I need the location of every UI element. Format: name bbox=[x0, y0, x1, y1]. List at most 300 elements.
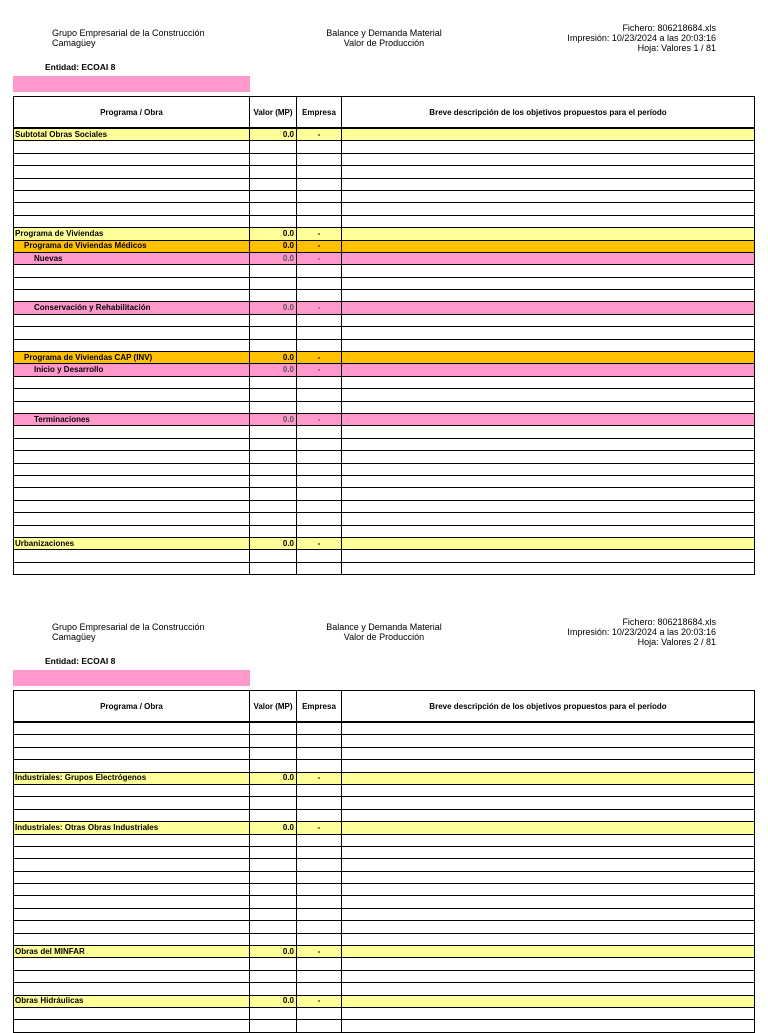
row-label bbox=[14, 203, 250, 215]
report-title-line2: Valor de Producción bbox=[343, 38, 425, 48]
report-title bbox=[300, 28, 468, 48]
table-row bbox=[14, 946, 755, 958]
entidad-label: Entidad: ECOAI 8 bbox=[45, 62, 116, 72]
row-label bbox=[14, 747, 250, 759]
row-empresa bbox=[297, 451, 342, 463]
row-description bbox=[342, 772, 755, 784]
row-empresa bbox=[297, 290, 342, 302]
row-value bbox=[250, 475, 297, 487]
print-date: Impresión: 10/23/2024 a las 20:03:16 bbox=[567, 627, 716, 637]
row-value bbox=[250, 797, 297, 809]
sheet-number: Hoja: Valores 2 / 81 bbox=[637, 637, 716, 647]
row-description bbox=[342, 797, 755, 809]
row-empresa bbox=[297, 463, 342, 475]
row-empresa bbox=[297, 970, 342, 982]
row-value bbox=[250, 784, 297, 796]
entidad-highlight-bar bbox=[13, 76, 250, 92]
table-header-row bbox=[14, 97, 755, 129]
sheet-number: Hoja: Valores 1 / 81 bbox=[637, 43, 716, 53]
table-row-empty bbox=[14, 722, 755, 735]
table-row bbox=[14, 772, 755, 784]
row-label: Subtotal Obras Sociales bbox=[14, 128, 250, 141]
row-value bbox=[250, 933, 297, 945]
row-label: Urbanizaciones bbox=[14, 537, 250, 549]
row-label bbox=[14, 859, 250, 871]
col-header-programa: Programa / Obra bbox=[14, 691, 250, 723]
row-description bbox=[342, 141, 755, 153]
row-description bbox=[342, 128, 755, 141]
table-row-empty bbox=[14, 896, 755, 908]
row-empresa bbox=[297, 513, 342, 525]
table-row-empty bbox=[14, 426, 755, 438]
row-label bbox=[14, 166, 250, 178]
col-header-descripcion: Breve descripción de los objetivos propuestos para el período bbox=[342, 97, 755, 129]
row-label: Programa de Viviendas CAP (INV) bbox=[14, 352, 250, 364]
row-label bbox=[14, 277, 250, 289]
table-row-empty bbox=[14, 562, 755, 574]
table-body bbox=[14, 128, 755, 575]
row-description bbox=[342, 500, 755, 512]
row-description bbox=[342, 389, 755, 401]
row-description bbox=[342, 240, 755, 252]
row-empresa bbox=[297, 760, 342, 772]
row-label bbox=[14, 401, 250, 413]
row-label bbox=[14, 290, 250, 302]
table-row-empty bbox=[14, 834, 755, 846]
row-value bbox=[250, 166, 297, 178]
row-label: Programa de Viviendas Médicos bbox=[14, 240, 250, 252]
row-description bbox=[342, 438, 755, 450]
table-row-empty bbox=[14, 884, 755, 896]
row-empresa bbox=[297, 908, 342, 920]
row-label bbox=[14, 265, 250, 277]
row-value bbox=[250, 550, 297, 562]
row-empresa bbox=[297, 153, 342, 165]
row-value: 0.0 bbox=[250, 364, 297, 376]
row-label bbox=[14, 871, 250, 883]
row-description bbox=[342, 178, 755, 190]
row-label bbox=[14, 1007, 250, 1019]
table-row-empty bbox=[14, 141, 755, 153]
row-empresa bbox=[297, 438, 342, 450]
table-row-empty bbox=[14, 760, 755, 772]
table-row-empty bbox=[14, 513, 755, 525]
table-row-empty bbox=[14, 488, 755, 500]
row-description bbox=[342, 252, 755, 264]
row-value: 0.0 bbox=[250, 822, 297, 834]
row-empresa bbox=[297, 500, 342, 512]
row-empresa bbox=[297, 562, 342, 574]
table-row bbox=[14, 995, 755, 1007]
row-value bbox=[250, 178, 297, 190]
row-value bbox=[250, 983, 297, 995]
row-empresa bbox=[297, 190, 342, 202]
row-description bbox=[342, 488, 755, 500]
row-empresa bbox=[297, 141, 342, 153]
row-empresa bbox=[297, 983, 342, 995]
row-description bbox=[342, 475, 755, 487]
row-label bbox=[14, 153, 250, 165]
row-empresa bbox=[297, 846, 342, 858]
row-description bbox=[342, 784, 755, 796]
row-description bbox=[342, 513, 755, 525]
row-description bbox=[342, 983, 755, 995]
row-empresa bbox=[297, 376, 342, 388]
row-description bbox=[342, 760, 755, 772]
table-row-empty bbox=[14, 846, 755, 858]
row-label bbox=[14, 389, 250, 401]
report-title-line2: Valor de Producción bbox=[343, 632, 425, 642]
table-row-empty bbox=[14, 525, 755, 537]
table-row bbox=[14, 364, 755, 376]
table-row-empty bbox=[14, 190, 755, 202]
table-row-empty bbox=[14, 859, 755, 871]
row-description bbox=[342, 735, 755, 747]
report-title-line1: Balance y Demanda Material bbox=[326, 622, 442, 632]
table-row-empty bbox=[14, 550, 755, 562]
row-empresa bbox=[297, 797, 342, 809]
row-empresa bbox=[297, 525, 342, 537]
row-label: Obras Hidráulicas bbox=[14, 995, 250, 1007]
org-city: Camagüey bbox=[52, 632, 96, 642]
row-description bbox=[342, 376, 755, 388]
values-table bbox=[13, 96, 755, 575]
row-label bbox=[14, 426, 250, 438]
table-row-empty bbox=[14, 921, 755, 933]
row-value bbox=[250, 290, 297, 302]
table-row bbox=[14, 352, 755, 364]
row-value bbox=[250, 513, 297, 525]
table-row bbox=[14, 228, 755, 240]
row-empresa bbox=[297, 747, 342, 759]
row-value bbox=[250, 153, 297, 165]
row-empresa bbox=[297, 550, 342, 562]
row-empresa bbox=[297, 921, 342, 933]
row-empresa: - bbox=[297, 128, 342, 141]
table-row-empty bbox=[14, 475, 755, 487]
row-value bbox=[250, 859, 297, 871]
row-empresa bbox=[297, 784, 342, 796]
row-label bbox=[14, 475, 250, 487]
print-date: Impresión: 10/23/2024 a las 20:03:16 bbox=[567, 33, 716, 43]
row-empresa: - bbox=[297, 537, 342, 549]
col-header-valor: Valor (MP) bbox=[250, 691, 297, 723]
row-empresa: - bbox=[297, 995, 342, 1007]
row-description bbox=[342, 846, 755, 858]
row-value bbox=[250, 525, 297, 537]
row-empresa: - bbox=[297, 822, 342, 834]
org-name: Grupo Empresarial de la Construcción bbox=[52, 622, 205, 632]
table-row-empty bbox=[14, 871, 755, 883]
row-value bbox=[250, 722, 297, 735]
table-row-empty bbox=[14, 958, 755, 970]
entidad-highlight-bar bbox=[13, 670, 250, 686]
row-value: 0.0 bbox=[250, 413, 297, 425]
row-description bbox=[342, 1020, 755, 1032]
row-label bbox=[14, 884, 250, 896]
col-header-valor: Valor (MP) bbox=[250, 97, 297, 129]
table-row bbox=[14, 537, 755, 549]
row-value bbox=[250, 735, 297, 747]
values-table bbox=[13, 690, 755, 1033]
row-label bbox=[14, 1020, 250, 1032]
row-label bbox=[14, 488, 250, 500]
row-label: Inicio y Desarrollo bbox=[14, 364, 250, 376]
table-row bbox=[14, 302, 755, 314]
row-empresa bbox=[297, 389, 342, 401]
row-description bbox=[342, 413, 755, 425]
table-row-empty bbox=[14, 500, 755, 512]
row-empresa bbox=[297, 203, 342, 215]
row-label bbox=[14, 735, 250, 747]
row-value bbox=[250, 215, 297, 227]
row-value bbox=[250, 265, 297, 277]
row-description bbox=[342, 525, 755, 537]
row-empresa: - bbox=[297, 302, 342, 314]
row-description bbox=[342, 426, 755, 438]
row-label: Conservación y Rehabilitación bbox=[14, 302, 250, 314]
row-label bbox=[14, 314, 250, 326]
row-label bbox=[14, 451, 250, 463]
table-row bbox=[14, 822, 755, 834]
row-value bbox=[250, 277, 297, 289]
table-row bbox=[14, 413, 755, 425]
row-value bbox=[250, 141, 297, 153]
row-value bbox=[250, 376, 297, 388]
row-value bbox=[250, 339, 297, 351]
row-description bbox=[342, 302, 755, 314]
file-name: Fichero: 806218684.xls bbox=[622, 23, 716, 33]
row-empresa: - bbox=[297, 352, 342, 364]
row-description bbox=[342, 1007, 755, 1019]
table-row-empty bbox=[14, 933, 755, 945]
row-value bbox=[250, 834, 297, 846]
row-description bbox=[342, 822, 755, 834]
row-description bbox=[342, 871, 755, 883]
row-label: Industriales: Grupos Electrógenos bbox=[14, 772, 250, 784]
row-description bbox=[342, 722, 755, 735]
row-label: Nuevas bbox=[14, 252, 250, 264]
row-label: Terminaciones bbox=[14, 413, 250, 425]
table-row-empty bbox=[14, 203, 755, 215]
table-row-empty bbox=[14, 290, 755, 302]
row-empresa bbox=[297, 1007, 342, 1019]
table-row-empty bbox=[14, 166, 755, 178]
table-row-empty bbox=[14, 451, 755, 463]
row-description bbox=[342, 215, 755, 227]
row-label bbox=[14, 933, 250, 945]
row-label bbox=[14, 958, 250, 970]
row-description bbox=[342, 995, 755, 1007]
row-description bbox=[342, 958, 755, 970]
row-value: 0.0 bbox=[250, 772, 297, 784]
row-description bbox=[342, 203, 755, 215]
row-label bbox=[14, 797, 250, 809]
row-empresa bbox=[297, 933, 342, 945]
row-description bbox=[342, 190, 755, 202]
table-row-empty bbox=[14, 797, 755, 809]
row-empresa bbox=[297, 859, 342, 871]
row-empresa bbox=[297, 871, 342, 883]
row-empresa bbox=[297, 178, 342, 190]
table-row-empty bbox=[14, 1007, 755, 1019]
table-row-empty bbox=[14, 908, 755, 920]
row-value bbox=[250, 463, 297, 475]
row-empresa bbox=[297, 834, 342, 846]
row-empresa bbox=[297, 339, 342, 351]
file-info bbox=[567, 23, 716, 53]
row-value: 0.0 bbox=[250, 946, 297, 958]
row-description bbox=[342, 364, 755, 376]
row-empresa bbox=[297, 475, 342, 487]
table-row-empty bbox=[14, 983, 755, 995]
row-value bbox=[250, 426, 297, 438]
table-row-empty bbox=[14, 463, 755, 475]
table-row-empty bbox=[14, 1020, 755, 1032]
table-row bbox=[14, 252, 755, 264]
row-description bbox=[342, 290, 755, 302]
row-label bbox=[14, 921, 250, 933]
row-value bbox=[250, 809, 297, 821]
row-value bbox=[250, 327, 297, 339]
row-description bbox=[342, 153, 755, 165]
row-label bbox=[14, 141, 250, 153]
row-value bbox=[250, 896, 297, 908]
table-row-empty bbox=[14, 376, 755, 388]
row-value: 0.0 bbox=[250, 302, 297, 314]
row-empresa bbox=[297, 426, 342, 438]
row-description bbox=[342, 352, 755, 364]
row-description bbox=[342, 562, 755, 574]
row-empresa bbox=[297, 215, 342, 227]
row-description bbox=[342, 921, 755, 933]
row-empresa bbox=[297, 401, 342, 413]
row-description bbox=[342, 884, 755, 896]
row-value bbox=[250, 401, 297, 413]
table-header-row bbox=[14, 691, 755, 723]
row-empresa bbox=[297, 314, 342, 326]
table-row-empty bbox=[14, 735, 755, 747]
row-description bbox=[342, 537, 755, 549]
table-row-empty bbox=[14, 401, 755, 413]
table-row-empty bbox=[14, 339, 755, 351]
row-description bbox=[342, 747, 755, 759]
row-value bbox=[250, 747, 297, 759]
row-label bbox=[14, 178, 250, 190]
org-city: Camagüey bbox=[52, 38, 96, 48]
row-value bbox=[250, 314, 297, 326]
row-description bbox=[342, 451, 755, 463]
row-description bbox=[342, 277, 755, 289]
row-description bbox=[342, 933, 755, 945]
row-label bbox=[14, 376, 250, 388]
table-row-empty bbox=[14, 178, 755, 190]
col-header-descripcion: Breve descripción de los objetivos propuestos para el período bbox=[342, 691, 755, 723]
row-label bbox=[14, 500, 250, 512]
row-value bbox=[250, 1007, 297, 1019]
row-value bbox=[250, 884, 297, 896]
table-row-empty bbox=[14, 215, 755, 227]
row-description bbox=[342, 314, 755, 326]
row-value bbox=[250, 562, 297, 574]
col-header-empresa: Empresa bbox=[297, 691, 342, 723]
row-label bbox=[14, 327, 250, 339]
table-row-empty bbox=[14, 265, 755, 277]
table-row-empty bbox=[14, 747, 755, 759]
row-empresa bbox=[297, 809, 342, 821]
row-value bbox=[250, 921, 297, 933]
row-label bbox=[14, 908, 250, 920]
entidad-label: Entidad: ECOAI 8 bbox=[45, 656, 116, 666]
row-value bbox=[250, 500, 297, 512]
row-description bbox=[342, 265, 755, 277]
row-empresa bbox=[297, 166, 342, 178]
row-empresa bbox=[297, 722, 342, 735]
row-label bbox=[14, 760, 250, 772]
row-value: 0.0 bbox=[250, 128, 297, 141]
file-info bbox=[567, 617, 716, 647]
row-label bbox=[14, 846, 250, 858]
row-description bbox=[342, 908, 755, 920]
row-value: 0.0 bbox=[250, 252, 297, 264]
row-label: Industriales: Otras Obras Industriales bbox=[14, 822, 250, 834]
table-row bbox=[14, 240, 755, 252]
row-label bbox=[14, 809, 250, 821]
org-header bbox=[52, 28, 205, 48]
row-value bbox=[250, 203, 297, 215]
row-label bbox=[14, 438, 250, 450]
table-row-empty bbox=[14, 438, 755, 450]
row-value: 0.0 bbox=[250, 352, 297, 364]
row-description bbox=[342, 896, 755, 908]
table-row bbox=[14, 128, 755, 141]
col-header-empresa: Empresa bbox=[297, 97, 342, 129]
row-value: 0.0 bbox=[250, 240, 297, 252]
row-value: 0.0 bbox=[250, 995, 297, 1007]
row-value bbox=[250, 871, 297, 883]
row-label bbox=[14, 513, 250, 525]
row-empresa: - bbox=[297, 772, 342, 784]
row-value bbox=[250, 438, 297, 450]
row-value bbox=[250, 389, 297, 401]
row-label bbox=[14, 525, 250, 537]
row-value bbox=[250, 760, 297, 772]
row-empresa: - bbox=[297, 240, 342, 252]
row-value: 0.0 bbox=[250, 537, 297, 549]
col-header-programa: Programa / Obra bbox=[14, 97, 250, 129]
row-description bbox=[342, 463, 755, 475]
row-label bbox=[14, 970, 250, 982]
row-label bbox=[14, 550, 250, 562]
row-empresa: - bbox=[297, 252, 342, 264]
row-empresa bbox=[297, 277, 342, 289]
table-body bbox=[14, 722, 755, 1032]
row-label bbox=[14, 463, 250, 475]
row-empresa: - bbox=[297, 228, 342, 240]
report-title-line1: Balance y Demanda Material bbox=[326, 28, 442, 38]
org-name: Grupo Empresarial de la Construcción bbox=[52, 28, 205, 38]
row-empresa: - bbox=[297, 413, 342, 425]
row-value bbox=[250, 846, 297, 858]
table-row-empty bbox=[14, 389, 755, 401]
row-label bbox=[14, 983, 250, 995]
row-label bbox=[14, 784, 250, 796]
row-description bbox=[342, 809, 755, 821]
row-value: 0.0 bbox=[250, 228, 297, 240]
row-description bbox=[342, 401, 755, 413]
row-empresa bbox=[297, 327, 342, 339]
row-label bbox=[14, 834, 250, 846]
